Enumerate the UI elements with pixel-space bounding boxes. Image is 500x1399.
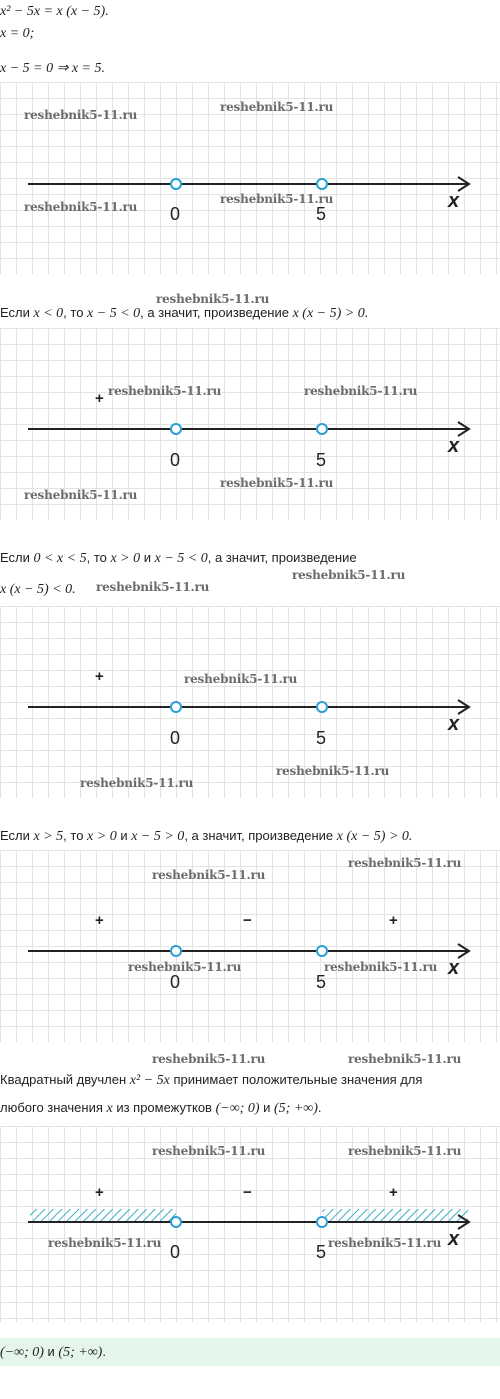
watermark: reshebnik5-11.ru — [24, 108, 138, 122]
point-five — [317, 702, 327, 712]
watermark: reshebnik5-11.ru — [152, 1052, 266, 1066]
label-five: 5 — [316, 450, 327, 470]
label-zero: 0 — [170, 1242, 181, 1262]
watermark: reshebnik5-11.ru — [220, 192, 334, 206]
watermark: reshebnik5-11.ru — [328, 1236, 442, 1250]
point-five — [317, 179, 327, 189]
number-line-svg-3 — [0, 606, 500, 798]
axis-variable-label: x — [448, 435, 460, 457]
watermark: reshebnik5-11.ru — [156, 292, 270, 306]
answer-box — [0, 1338, 500, 1366]
point-zero — [171, 179, 181, 189]
watermark: reshebnik5-11.ru — [152, 1144, 266, 1158]
label-zero: 0 — [170, 204, 181, 224]
watermark: reshebnik5-11.ru — [80, 776, 194, 790]
sign-plus: + — [389, 912, 398, 929]
sign-minus: − — [243, 912, 252, 929]
point-five — [317, 1217, 327, 1227]
equation-factor: x² − 5x = x (x − 5). — [0, 4, 109, 19]
axis-variable-label: x — [448, 190, 460, 212]
point-five — [317, 946, 327, 956]
watermark: reshebnik5-11.ru — [292, 568, 406, 582]
sign-plus: + — [389, 1184, 398, 1201]
label-zero: 0 — [170, 450, 181, 470]
axis-variable-label: x — [448, 1228, 460, 1250]
case-negative-text: Если x < 0, то x − 5 < 0, а значит, произведение x (x − 5) > 0. — [0, 305, 369, 321]
answer-text: (−∞; 0) и (5; +∞). — [0, 1344, 106, 1360]
number-line-diagram-3 — [0, 606, 500, 798]
sign-plus: + — [95, 390, 104, 407]
watermark: reshebnik5-11.ru — [48, 1236, 162, 1250]
label-five: 5 — [316, 972, 327, 992]
watermark: reshebnik5-11.ru — [220, 100, 334, 114]
case-between-text-2: x (x − 5) < 0. — [0, 582, 76, 597]
watermark: reshebnik5-11.ru — [128, 960, 242, 974]
label-zero: 0 — [170, 728, 181, 748]
watermark: reshebnik5-11.ru — [24, 200, 138, 214]
sign-plus: + — [95, 668, 104, 685]
point-zero — [171, 946, 181, 956]
number-line-diagram-2 — [0, 328, 500, 520]
number-line-diagram-5 — [0, 1126, 500, 1322]
watermark: reshebnik5-11.ru — [24, 488, 138, 502]
watermark: reshebnik5-11.ru — [304, 384, 418, 398]
watermark: reshebnik5-11.ru — [96, 580, 210, 594]
conclusion-text-1: Квадратный двучлен x² − 5x принимает положительные значения для — [0, 1072, 423, 1088]
equation-root-five: x − 5 = 0 ⇒ x = 5. — [0, 61, 105, 76]
watermark: reshebnik5-11.ru — [348, 1144, 462, 1158]
case-positive-text: Если x > 5, то x > 0 и x − 5 > 0, а значит, произведение x (x − 5) > 0. — [0, 828, 413, 844]
label-zero: 0 — [170, 972, 181, 992]
watermark: reshebnik5-11.ru — [108, 384, 222, 398]
watermark: reshebnik5-11.ru — [324, 960, 438, 974]
number-line-diagram-1 — [0, 82, 500, 274]
watermark: reshebnik5-11.ru — [184, 672, 298, 686]
equation-root-zero: x = 0; — [0, 26, 35, 41]
axis-variable-label: x — [448, 957, 460, 979]
label-five: 5 — [316, 728, 327, 748]
label-five: 5 — [316, 1242, 327, 1262]
watermark: reshebnik5-11.ru — [348, 1052, 462, 1066]
sign-minus: − — [243, 1184, 252, 1201]
sign-plus: + — [95, 912, 104, 929]
point-five — [317, 424, 327, 434]
conclusion-text-2: любого значения x из промежутков (−∞; 0) и (5; +∞). — [0, 1100, 322, 1116]
hatch-right-interval — [322, 1209, 468, 1222]
hatch-left-interval — [30, 1209, 176, 1222]
watermark: reshebnik5-11.ru — [152, 868, 266, 882]
point-zero — [171, 702, 181, 712]
watermark: reshebnik5-11.ru — [220, 476, 334, 490]
label-five: 5 — [316, 204, 327, 224]
axis-variable-label: x — [448, 713, 460, 735]
point-zero — [171, 1217, 181, 1227]
point-zero — [171, 424, 181, 434]
case-between-text-1: Если 0 < x < 5, то x > 0 и x − 5 < 0, а значит, произведение — [0, 550, 357, 566]
watermark: reshebnik5-11.ru — [348, 856, 462, 870]
watermark: reshebnik5-11.ru — [276, 764, 390, 778]
sign-plus: + — [95, 1184, 104, 1201]
number-line-diagram-4 — [0, 850, 500, 1042]
